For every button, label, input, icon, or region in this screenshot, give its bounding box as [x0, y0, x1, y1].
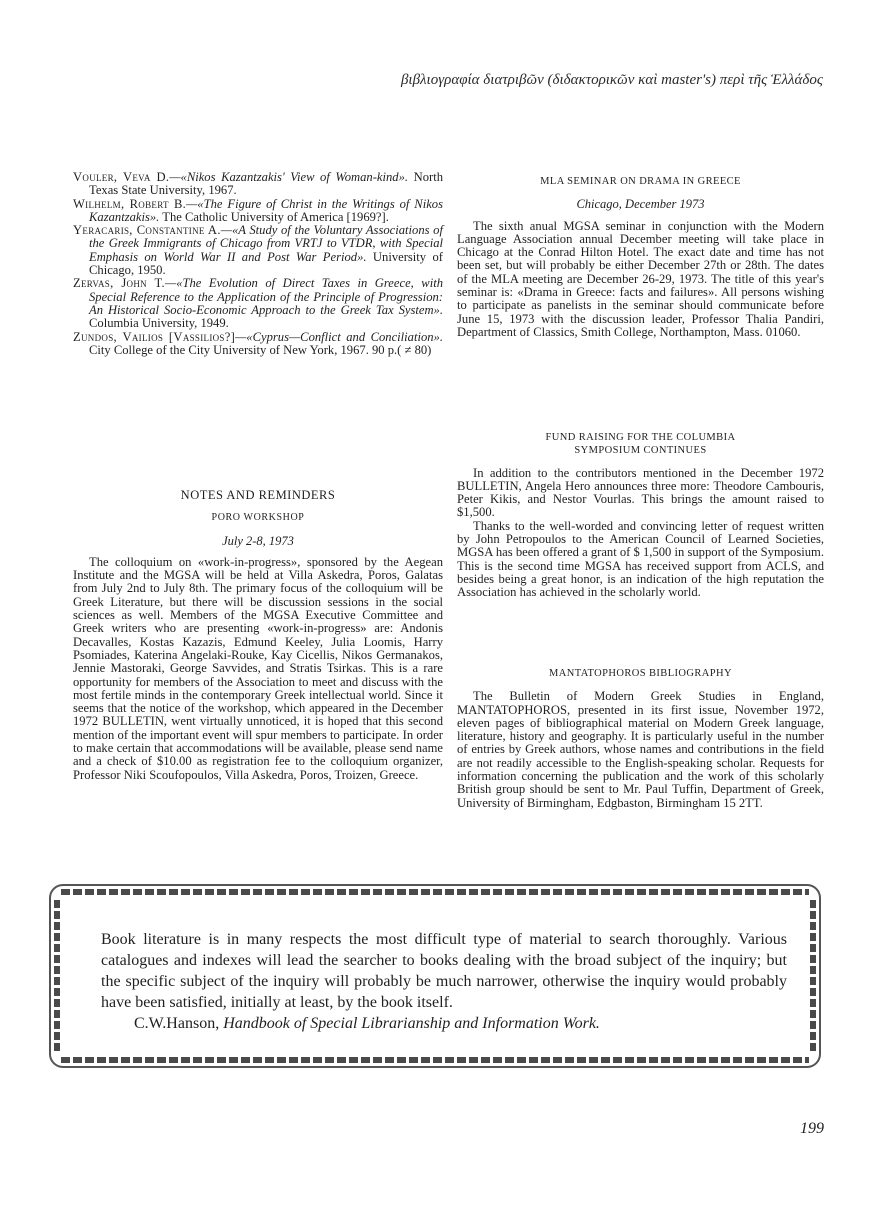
mla-body: The sixth anual MGSA seminar in conjunction with the Modern Language Association annual December meeting will take place in Chicago at the Conrad Hilton Hotel. The exact date and time has not been set, but will probably be either December 27th or 28th. The dates of the MLA meeting are December 26-29, 1973. The title of this year's seminar is: «Drama in Greece: facts and failures». All persons wishing to participate as panelists in the seminar should communicate before June 15, 1973 with the discussion leader, Professor Thalia Pandiri, Department of Classics, Smith College, Northampton, Mass. 01060.	[457, 218, 824, 339]
mla-heading: MLA SEMINAR ON DRAMA IN GREECE	[540, 176, 741, 187]
notes-body: The colloquium on «work-in-progress», sponsored by the Aegean Institute and the MGSA will be held at Villa Askedra, Poros, Galatas from July 2nd to July 8th. The primary focus of the colloquium will be Greek Literature, but there will be discussion sessions in the social sciences as well. Members of the MGSA Executive Committee and Greek writers who are presenting «work-in-progress» are: Andonis Decavalles, Kostas Kazazis, Edmund Keeley, Julia Loomis, Harry Psomiades, Katerina Angelaki-Rouke, Kay Cicellis, Nikos Germanakos, Jennie Mastoraki, George Savvides, and Stratis Tsirkas. This is a rare opportunity for members of the Association to meet and discuss with the most fertile minds in the contemporary Greek intellectual world. Since it seems that the notice of the workshop, which appeared in the December 1972 BULLETIN, went virtually unnoticed, it is hoped that this second mention of the important event will spur members to participate. In order to make certain that accommodations will be available, please send name and a check of $10.00 as registration fee to the colloquium organizer, Professor Niki Scoufopoulos, Villa Askedra, Poros, Troizen, Greece.	[73, 554, 443, 782]
entry-author: Zundos, Vailios [Vassilios?]	[73, 329, 236, 344]
entry-title: —«The Figure of Christ in the Writings of Nikos Kazantzakis».	[89, 196, 443, 224]
entry-title: —«Nikos Kazantzakis' View of Woman-kind».	[169, 170, 409, 184]
fund-paragraph: Thanks to the well-worded and convincing letter of request written by John Petropoulos to the American Council of Learned Societies, MGSA has been offered a grant of $ 1,500 in support of the Symposium. This is the second time MGSA has received support from ACLS, and besides being a great honor, is an indication of the high reputation the Association has achieved in the scholarly world.	[457, 518, 824, 600]
mantatophoros-body: The Bulletin of Modern Greek Studies in England, MANTATOPHOROS, presented in its first issue, November 1972, eleven pages of bibliographical material on Modern Greek language, literature, history and geography. It is particularly useful in the number of entries by Greek authors, whose names and contributions in the field are not readily accessible to the English-speaking scholar. Requests for information concerning the publication and the work of this scholarly British group should be sent to Mr. Paul Tuffin, Department of Greek, University of Birmingham, Edgbaston, Birmingham 15 2TT.	[457, 689, 824, 810]
quote-text: Book literature is in many respects the most difficult type of material to search thoroughly. Various catalogues and indexes will lead the searcher to books dealing with the broad subject of the inquiry; but the specific subject of the inquiry will probably be much narrower, otherwise the inquiry would probably have been satisfied, initially at least, by the book itself.	[101, 931, 787, 1011]
page-number: 199	[800, 1120, 824, 1137]
bibliography-entry	[73, 331, 443, 358]
mla-section	[457, 175, 824, 339]
meander-border-right	[810, 900, 816, 1052]
entry-publisher: North Texas State University, 1967.	[89, 170, 443, 198]
running-title: βιβλιογραφία διατριβῶν (διδακτορικῶν καὶ master's) περὶ τῆς Ἑλλάδος	[400, 72, 823, 88]
entry-publisher: Columbia University, 1949.	[89, 316, 229, 331]
quote-attribution	[134, 1015, 794, 1033]
fund-heading-line1: FUND RAISING FOR THE COLUMBIA	[545, 432, 736, 443]
fund-paragraph: In addition to the contributors mentioned in the December 1972 BULLETIN, Angela Hero announces three more: Theodore Cambouris, Peter Kikis, and Nestor Vourlas. This brings the amount raised to $1,500.	[457, 465, 824, 520]
entry-title: —«A Study of the Voluntary Associations of the Greek Immigrants of Chicago from VRTJ to VTDR, with Special Emphasis on World War II and Post War Period».	[89, 223, 443, 264]
bibliography-list	[73, 171, 443, 357]
bibliography-entry	[73, 171, 443, 198]
meander-border-bottom	[61, 1057, 809, 1063]
entry-author: Vouler, Veva D.	[73, 170, 170, 184]
entry-author: Yeracaris, Constantine A.	[73, 223, 221, 238]
meander-border-top	[61, 889, 809, 895]
notes-section	[73, 489, 443, 782]
notes-date: July 2-8, 1973	[222, 533, 294, 548]
mla-date: Chicago, December 1973	[576, 197, 705, 212]
fund-section	[457, 431, 824, 600]
fund-heading-line2: SYMPOSIUM CONTINUES	[574, 445, 707, 457]
entry-publisher: The Catholic University of America [1969?].	[159, 209, 389, 224]
bibliography-entry	[73, 198, 443, 225]
entry-publisher: University of Chicago, 1950.	[89, 249, 443, 278]
entry-author: Wilhelm, Robert B.	[73, 196, 187, 211]
notes-subheading: PORO WORKSHOP	[211, 512, 305, 524]
entry-title: —«Cyprus—Conflict and Conciliation».	[235, 329, 443, 344]
quote-box	[49, 884, 821, 1068]
quote-source: Handbook of Special Librarianship and Information Work.	[223, 1015, 600, 1032]
entry-author: Zervas, John T.	[73, 276, 166, 291]
bibliography-entry	[73, 224, 443, 277]
meander-border-left	[54, 900, 60, 1052]
notes-heading: NOTES AND REMINDERS	[180, 488, 336, 502]
entry-title: —«The Evolution of Direct Taxes in Greece, with Special Reference to the Application of the Principle of Progression: An Historical Socio-Economic Approach to the Greek Tax System».	[89, 276, 443, 317]
entry-publisher: City College of the City University of New York, 1967. 90 p.( ≠ 80)	[89, 342, 432, 357]
bibliography-entry	[73, 277, 443, 330]
mantatophoros-heading: MANTATOPHOROS BIBLIOGRAPHY	[549, 668, 732, 679]
mantatophoros-section	[457, 667, 824, 810]
quote-author: C.W.Hanson,	[134, 1015, 220, 1032]
